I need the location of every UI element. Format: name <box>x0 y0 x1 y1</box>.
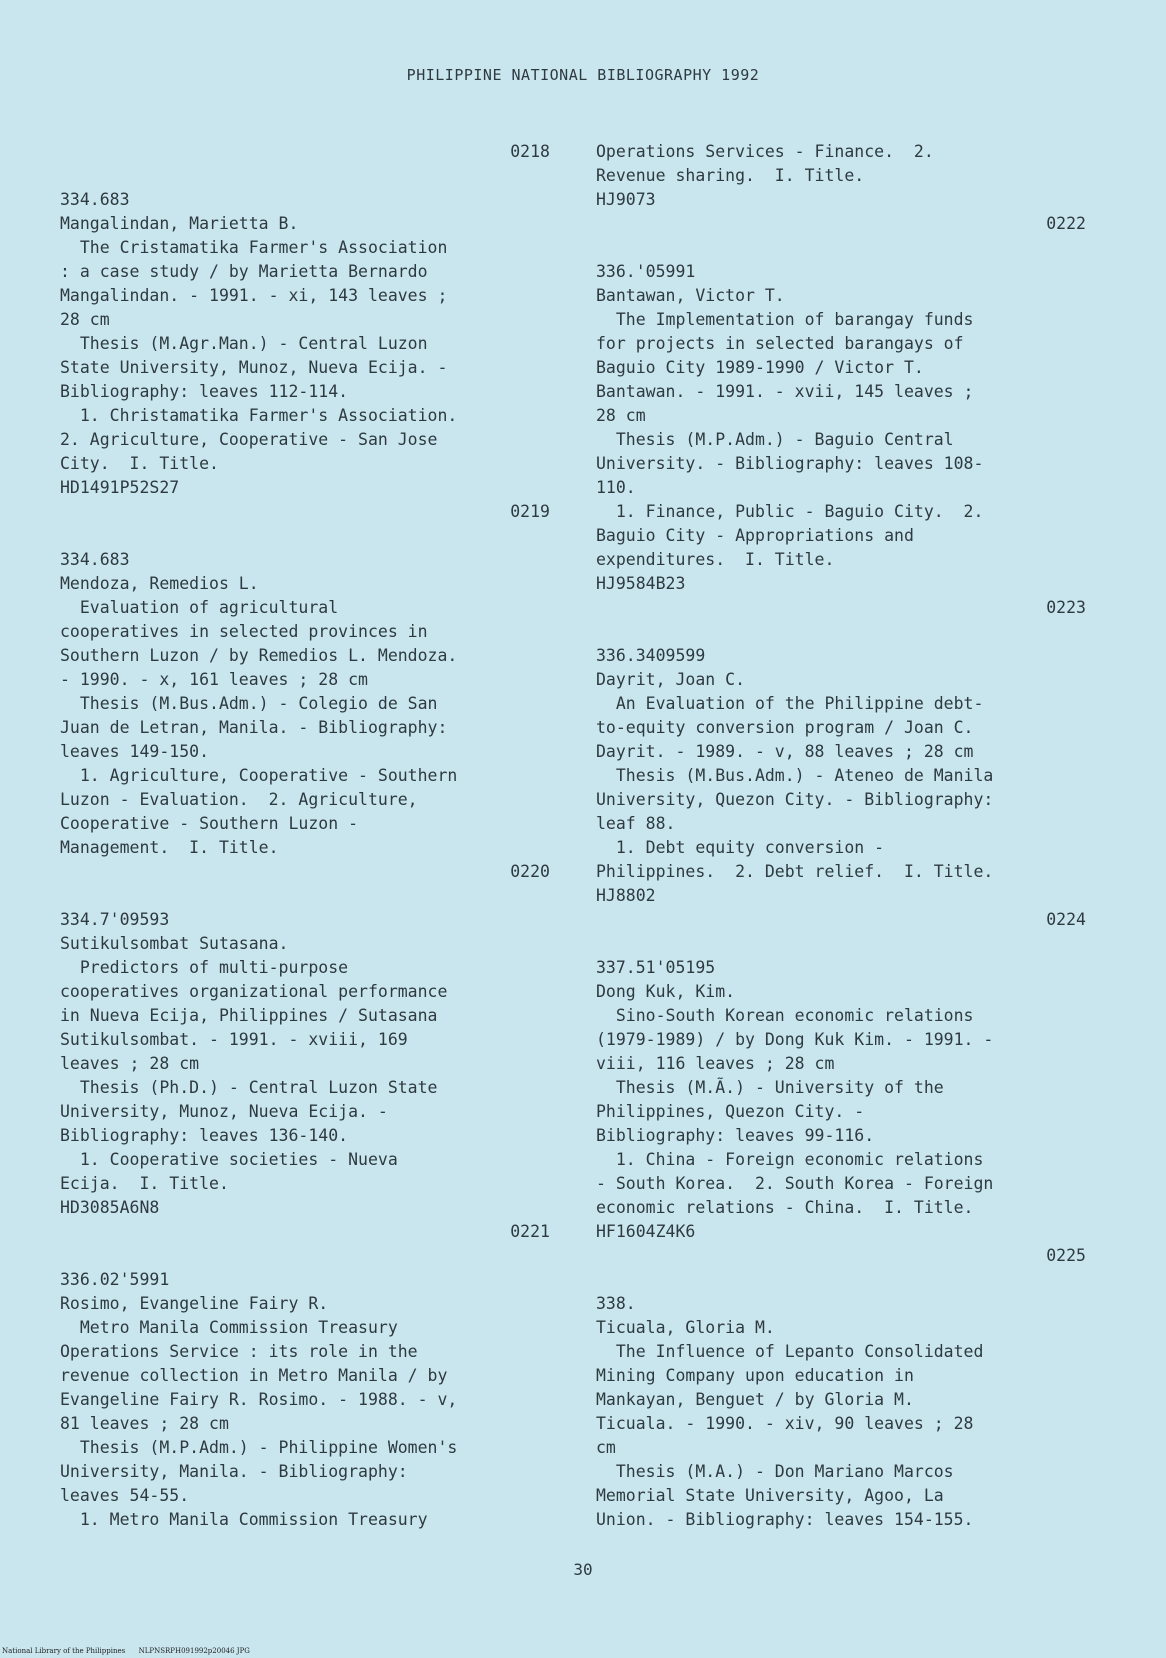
text-line: Operations Service : its role in the <box>60 1342 418 1361</box>
text-line: - 1990. - x, 161 leaves ; 28 cm <box>60 670 368 689</box>
text-line: 1. Cooperative societies - Nueva <box>60 1150 398 1169</box>
text-line: An Evaluation of the Philippine debt- <box>596 694 984 713</box>
scan-footer <box>2 1647 250 1655</box>
text-line: 2. Agriculture, Cooperative - San Jose <box>60 430 438 449</box>
blank-line <box>596 1268 1086 1292</box>
text-line: to-equity conversion program / Joan C. <box>596 718 974 737</box>
blank-line <box>60 884 550 908</box>
text-line: 336.3409599 <box>596 646 706 665</box>
text-line: Sino-South Korean economic relations <box>596 1006 974 1025</box>
text-line: Thesis (M.Bus.Adm.) - Ateneo de Manila <box>596 766 994 785</box>
text-line: 334.683 <box>60 550 130 569</box>
text-line: Ticuala, Gloria M. <box>596 1318 775 1337</box>
text-line: HJ8802 <box>596 886 656 905</box>
text-line: Evaluation of agricultural <box>60 598 339 617</box>
blank-line <box>596 236 1086 260</box>
text-line: : a case study / by Marietta Bernardo <box>60 262 428 281</box>
text-line: Dayrit. - 1989. - v, 88 leaves ; 28 cm <box>596 742 974 761</box>
page-number: 30 <box>573 1560 593 1579</box>
text-line: leaves ; 28 cm <box>60 1054 200 1073</box>
text-line: The Influence of Lepanto Consolidated <box>596 1342 984 1361</box>
text-line: cm <box>596 1438 616 1457</box>
text-line: 337.51'05195 <box>596 958 716 977</box>
blank-line <box>596 620 1086 644</box>
text-line: Thesis (M.A.) - Don Mariano Marcos <box>596 1462 954 1481</box>
text-line: leaves 54-55. <box>60 1486 190 1505</box>
text-line: Luzon - Evaluation. 2. Agriculture, <box>60 790 418 809</box>
text-line: 110. <box>596 478 636 497</box>
entry-number: 0222 <box>1046 214 1086 233</box>
text-line: 1. China - Foreign economic relations <box>596 1150 984 1169</box>
text-line: University. - Bibliography: leaves 108- <box>596 454 984 473</box>
right-column <box>596 140 1086 1532</box>
text-line: Thesis (Ph.D.) - Central Luzon State <box>60 1078 438 1097</box>
text-line: Mankayan, Benguet / by Gloria M. <box>596 1390 914 1409</box>
text-line: cooperatives in selected provinces in <box>60 622 428 641</box>
left-column <box>60 140 550 1532</box>
text-line: Mining Company upon education in <box>596 1366 914 1385</box>
text-line: Cooperative - Southern Luzon - <box>60 814 359 833</box>
text-line: 336.'05991 <box>596 262 696 281</box>
text-line: 1. Debt equity conversion - <box>596 838 885 857</box>
entry-number: 0219 <box>510 502 550 521</box>
text-line: University, Munoz, Nueva Ecija. - <box>60 1102 388 1121</box>
text-line: expenditures. I. Title. <box>596 550 835 569</box>
text-line: HD3085A6N8 <box>60 1198 160 1217</box>
text-line: Ecija. I. Title. <box>60 1174 229 1193</box>
entry-number: 0225 <box>1046 1246 1086 1265</box>
blank-line <box>60 524 550 548</box>
text-line: Bantawan. - 1991. - xvii, 145 leaves ; <box>596 382 974 401</box>
text-line: Memorial State University, Agoo, La <box>596 1486 944 1505</box>
text-line: Revenue sharing. I. Title. <box>596 166 865 185</box>
blank-line <box>596 932 1086 956</box>
blank-line <box>60 1244 550 1268</box>
entry-number: 0218 <box>510 142 550 161</box>
running-title: PHILIPPINE NATIONAL BIBLIOGRAPHY 1992 <box>406 66 760 84</box>
text-line: Ticuala. - 1990. - xiv, 90 leaves ; 28 <box>596 1414 974 1433</box>
text-line: Thesis (M.Agr.Man.) - Central Luzon <box>60 334 428 353</box>
text-line: Bibliography: leaves 99-116. <box>596 1126 875 1145</box>
text-line: 1. Agriculture, Cooperative - Southern <box>60 766 458 785</box>
text-line: 334.683 <box>60 190 130 209</box>
text-line: economic relations - China. I. Title. <box>596 1198 974 1217</box>
text-line: The Implementation of barangay funds <box>596 310 974 329</box>
text-line: Baguio City - Appropriations and <box>596 526 914 545</box>
text-line: - South Korea. 2. South Korea - Foreign <box>596 1174 994 1193</box>
text-line: Philippines, Quezon City. - <box>596 1102 865 1121</box>
text-line: (1979-1989) / by Dong Kuk Kim. - 1991. - <box>596 1030 994 1049</box>
text-line: Thesis (M.P.Adm.) - Philippine Women's <box>60 1438 458 1457</box>
text-line: Dong Kuk, Kim. <box>596 982 736 1001</box>
blank-line <box>60 164 550 188</box>
text-line: University, Manila. - Bibliography: <box>60 1462 408 1481</box>
text-line: Operations Services - Finance. 2. <box>596 142 934 161</box>
text-line: Philippines. 2. Debt relief. I. Title. <box>596 862 994 881</box>
text-line: Mangalindan. - 1991. - xi, 143 leaves ; <box>60 286 448 305</box>
text-line: 338. <box>596 1294 636 1313</box>
text-line: HF1604Z4K6 <box>596 1222 696 1241</box>
text-line: leaf 88. <box>596 814 676 833</box>
text-line: cooperatives organizational performance <box>60 982 448 1001</box>
text-line: Thesis (M.P.Adm.) - Baguio Central <box>596 430 954 449</box>
text-line: HJ9584B23 <box>596 574 686 593</box>
entry-number: 0223 <box>1046 598 1086 617</box>
text-line: 336.02'5991 <box>60 1270 170 1289</box>
text-line: HD1491P52S27 <box>60 478 180 497</box>
text-line: Sutikulsombat. - 1991. - xviii, 169 <box>60 1030 408 1049</box>
entry-number: 0221 <box>510 1222 550 1241</box>
text-line: Mendoza, Remedios L. <box>60 574 259 593</box>
text-line: 81 leaves ; 28 cm <box>60 1414 229 1433</box>
text-line: 28 cm <box>60 310 110 329</box>
text-line: Sutikulsombat Sutasana. <box>60 934 289 953</box>
text-line: revenue collection in Metro Manila / by <box>60 1366 448 1385</box>
text-line: Mangalindan, Marietta B. <box>60 214 299 233</box>
footer-library: National Library of the Philippines <box>2 1647 126 1655</box>
text-line: State University, Munoz, Nueva Ecija. - <box>60 358 448 377</box>
text-line: viii, 116 leaves ; 28 cm <box>596 1054 835 1073</box>
text-line: Dayrit, Joan C. <box>596 670 746 689</box>
text-line: Juan de Letran, Manila. - Bibliography: <box>60 718 448 737</box>
text-line: leaves 149-150. <box>60 742 210 761</box>
text-line: City. I. Title. <box>60 454 219 473</box>
text-line: Bantawan, Victor T. <box>596 286 785 305</box>
text-line: HJ9073 <box>596 190 656 209</box>
text-line: Union. - Bibliography: leaves 154-155. <box>596 1510 974 1529</box>
text-line: Evangeline Fairy R. Rosimo. - 1988. - v, <box>60 1390 458 1409</box>
entry-number: 0220 <box>510 862 550 881</box>
text-line: Southern Luzon / by Remedios L. Mendoza. <box>60 646 458 665</box>
text-line: 1. Finance, Public - Baguio City. 2. <box>596 502 984 521</box>
text-line: Metro Manila Commission Treasury <box>60 1318 398 1337</box>
text-line: Bibliography: leaves 136-140. <box>60 1126 349 1145</box>
text-line: 28 cm <box>596 406 646 425</box>
text-line: 1. Christamatika Farmer's Association. <box>60 406 458 425</box>
text-line: 1. Metro Manila Commission Treasury <box>60 1510 428 1529</box>
text-line: Thesis (M.Bus.Adm.) - Colegio de San <box>60 694 438 713</box>
text-line: Rosimo, Evangeline Fairy R. <box>60 1294 329 1313</box>
text-line: University, Quezon City. - Bibliography: <box>596 790 994 809</box>
text-line: for projects in selected barangays of <box>596 334 964 353</box>
text-line: 334.7'09593 <box>60 910 170 929</box>
text-line: Predictors of multi-purpose <box>60 958 349 977</box>
footer-file: NLPNSRPH091992p20046 JPG <box>138 1647 250 1655</box>
text-line: Baguio City 1989-1990 / Victor T. <box>596 358 924 377</box>
text-line: The Cristamatika Farmer's Association <box>60 238 448 257</box>
text-line: in Nueva Ecija, Philippines / Sutasana <box>60 1006 438 1025</box>
text-line: Bibliography: leaves 112-114. <box>60 382 349 401</box>
entry-number: 0224 <box>1046 910 1086 929</box>
text-line: Management. I. Title. <box>60 838 279 857</box>
text-line: Thesis (M.Ã.) - University of the <box>596 1078 944 1097</box>
